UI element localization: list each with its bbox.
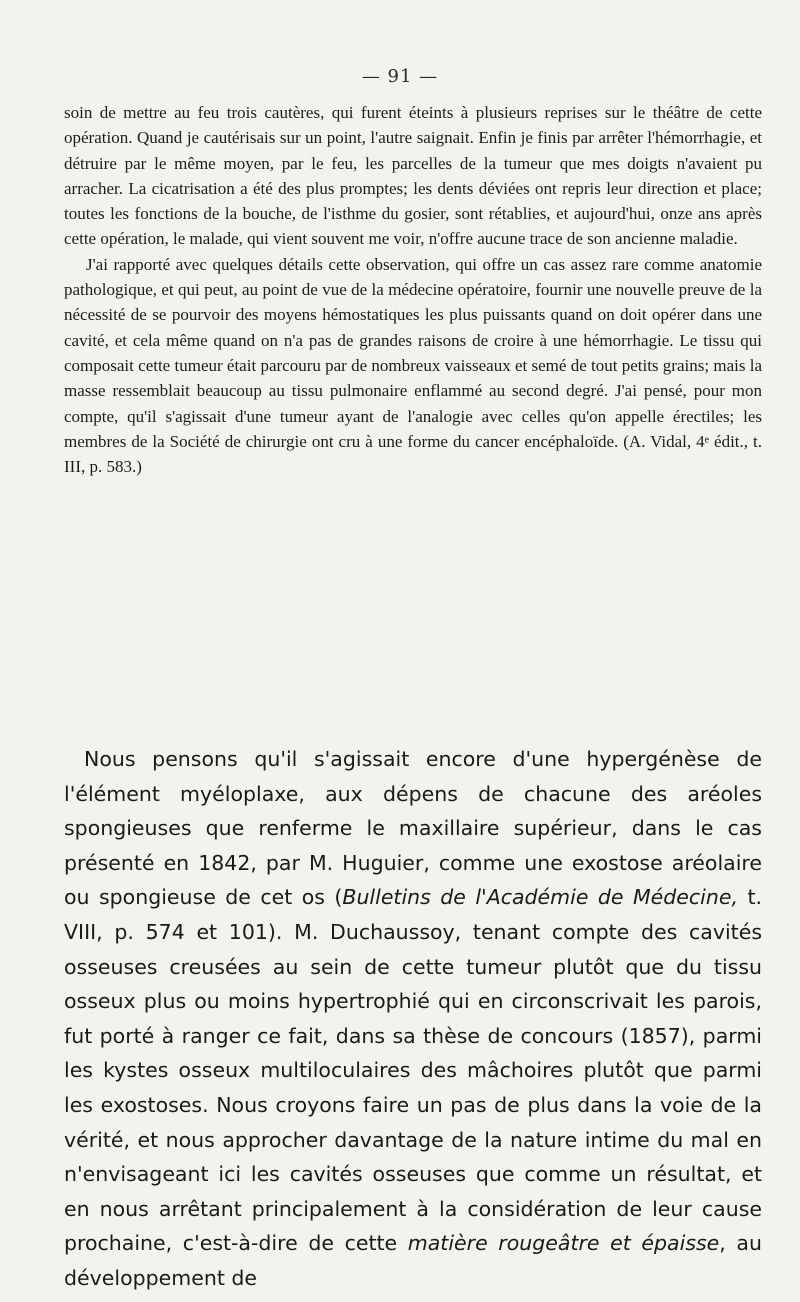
main-paragraph xyxy=(64,742,762,1296)
main-text-part-1: Nous pensons qu'il s'agissait encore d'une hypergénèse de l'élément myéloplaxe, aux dépens de chacune des aréoles spongieuses que renferme le maxillaire supérieur, dans le cas présenté en 1842, par M. Huguier, comme une exostose aréolaire ou spongieuse de cet os ( xyxy=(64,747,762,910)
main-text-part-3: , au développement de xyxy=(64,1231,762,1290)
page-number: — 91 — xyxy=(361,66,439,87)
observation-paragraph-2: J'ai rapporté avec quelques détails cette observation, qui offre un cas assez rare comme anatomie pathologique, et qui peut, au point de vue de la médecine opératoire, fournir une nouvelle preuve de la nécessité de se pourvoir des moyens hémostatiques les plus puissants quand on doit opérer dans une cavité, et cela même quand on n'a pas de grandes raisons de croire à une hémorrhagie. Le tissu qui composait cette tumeur était parcouru par de nombreux vaisseaux et semé de tout petits grains; mais la masse ressemblait beaucoup au tissu pulmonaire enflammé au second degré. J'ai pensé, pour mon compte, qu'il s'agissait d'une tumeur ayant de l'analogie avec celles qu'on appelle érectiles; les membres de la Société de chirurgie ont cru à une forme du cancer encéphaloïde. (A. Vidal, 4ᵉ édit., t. III, p. 583.) xyxy=(64,254,762,477)
observation-paragraph-1: soin de mettre au feu trois cautères, qui furent éteints à plusieurs reprises sur le théâtre de cette opération. Quand je cautérisais sur un point, l'autre saignait. Enfin je finis par arrêter l'hémorrhagie, et détruire par le même moyen, par le feu, les parcelles de la tumeur que mes doigts n'avaient pu arracher. La cicatrisation a été des plus promptes; les dents déviées ont repris leur direction et place; toutes les fonctions de la bouche, de l'isthme du gosier, sont rétablies, et aujourd'hui, onze ans après cette opération, le malade, qui vient souvent me voir, n'offre aucune trace de son ancienne maladie. xyxy=(64,103,762,249)
main-text-block xyxy=(64,742,762,1296)
main-text-part-2: t. VIII, p. 574 et 101). M. Duchaussoy, tenant compte des cavités osseuses creusées au sein de cette tumeur plutôt que du tissu osseux plus ou moins hypertrophié qui en circonscrivait les parois, fut porté à ranger ce fait, dans sa thèse de concours (1857), parmi les kystes osseux multiloculaires des mâchoires plutôt que parmi les exostoses. Nous croyons faire un pas de plus dans la voie de la vérité, et nous approcher davantage de la nature intime du mal en n'envisageant ici les cavités osseuses que comme un résultat, et en nous arrêtant principalement à la considération de leur cause prochaine, c'est-à-dire de cette xyxy=(64,885,763,1256)
observation-block xyxy=(64,100,762,479)
bulletin-citation: Bulletins de l'Académie de Médecine, xyxy=(342,885,738,910)
emphasized-phrase: matière rougeâtre et épaisse xyxy=(407,1231,720,1256)
